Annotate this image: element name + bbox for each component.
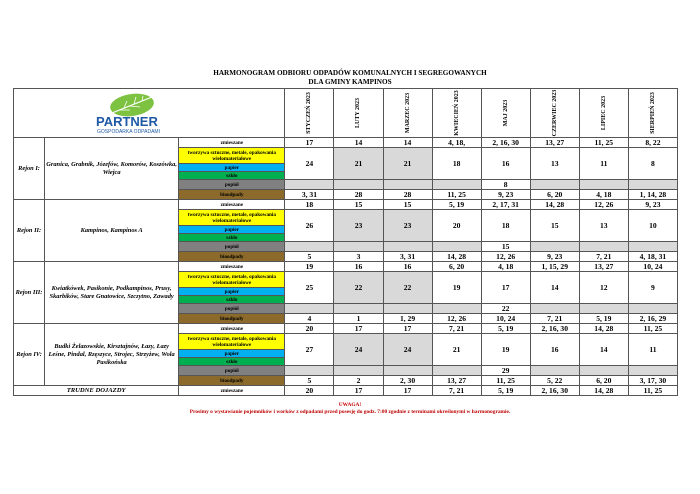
mixed-dates: 4, 18 <box>481 262 530 272</box>
segregated-dates: 22 <box>334 272 383 304</box>
bio-dates: 6, 20 <box>579 376 628 386</box>
fraction-glass: szkło <box>179 358 285 366</box>
trudne-dates: 2, 16, 30 <box>530 386 579 396</box>
mixed-dates: 10, 24 <box>628 262 677 272</box>
segregated-dates: 19 <box>481 334 530 366</box>
month-label: CZERWIEC 2023 <box>551 89 558 137</box>
month-label: KWIECIEŃ 2023 <box>453 90 460 136</box>
bio-dates: 12, 26 <box>432 314 481 324</box>
mixed-dates: 6, 20 <box>432 262 481 272</box>
ash-dates <box>285 304 334 314</box>
ash-dates <box>579 180 628 190</box>
mixed-dates: 11, 25 <box>628 324 677 334</box>
mixed-dates: 1, 15, 29 <box>530 262 579 272</box>
ash-dates <box>579 242 628 252</box>
fraction-mixed: zmieszane <box>179 324 285 334</box>
bio-dates: 11, 25 <box>432 190 481 200</box>
segregated-dates: 24 <box>334 334 383 366</box>
bio-dates: 2, 30 <box>383 376 432 386</box>
segregated-dates: 22 <box>383 272 432 304</box>
ash-dates <box>628 180 677 190</box>
ash-dates <box>530 304 579 314</box>
trudne-dates: 11, 25 <box>628 386 677 396</box>
bio-dates: 7, 21 <box>530 314 579 324</box>
bio-dates: 9, 23 <box>481 190 530 200</box>
ash-dates <box>628 242 677 252</box>
fraction-glass: szkło <box>179 234 285 242</box>
region-localities: Kwiatkówek, Pasikonie, Podkampinos, Prusy, Skarbików, Stare Gnatowice, Szczytno, Zawady <box>45 262 179 324</box>
segregated-dates: 23 <box>383 210 432 242</box>
ash-dates <box>334 304 383 314</box>
fraction-bio: bioodpady <box>179 376 285 386</box>
ash-dates <box>530 242 579 252</box>
fraction-bio: bioodpady <box>179 190 285 200</box>
ash-dates <box>628 304 677 314</box>
trudne-dates: 7, 21 <box>432 386 481 396</box>
region-localities: Budki Żelazowskie, Kirsztajnów, Łazy, Łazy Leśne, Pindal, Rzęszyce, Strojec, Strzyżew, Wola Pasikońska <box>45 324 179 386</box>
ash-dates <box>432 242 481 252</box>
bio-dates: 9, 23 <box>530 252 579 262</box>
bio-dates: 11, 25 <box>481 376 530 386</box>
ash-dates <box>383 366 432 376</box>
trudne-dates: 17 <box>334 386 383 396</box>
mixed-dates: 2, 17, 31 <box>481 200 530 210</box>
fraction-ash: popiół <box>179 366 285 376</box>
segregated-dates: 25 <box>285 272 334 304</box>
month-header <box>285 89 334 138</box>
bio-dates: 3, 31 <box>285 190 334 200</box>
month-label: SIERPIEŃ 2023 <box>649 92 656 134</box>
bio-dates: 2 <box>334 376 383 386</box>
logo-cell <box>14 89 285 138</box>
ash-dates: 29 <box>481 366 530 376</box>
fraction-glass: szkło <box>179 296 285 304</box>
bio-dates: 13, 27 <box>432 376 481 386</box>
mixed-dates: 17 <box>285 138 334 148</box>
month-label: LIPIEC 2023 <box>600 95 607 131</box>
bio-dates: 5, 22 <box>530 376 579 386</box>
bio-dates: 1, 29 <box>383 314 432 324</box>
fraction-plastic: tworzywa sztuczne, metale, opakowania wielomateriałowe <box>179 148 285 164</box>
bio-dates: 28 <box>383 190 432 200</box>
bio-dates: 3, 17, 30 <box>628 376 677 386</box>
bio-dates: 3 <box>334 252 383 262</box>
fraction-ash: popiół <box>179 242 285 252</box>
bio-dates: 12, 26 <box>481 252 530 262</box>
ash-dates: 22 <box>481 304 530 314</box>
bio-dates: 6, 20 <box>530 190 579 200</box>
trudne-dates: 14, 28 <box>579 386 628 396</box>
mixed-dates: 13, 27 <box>530 138 579 148</box>
table-row <box>14 200 678 210</box>
fraction-mixed: zmieszane <box>179 138 285 148</box>
mixed-dates: 15 <box>334 200 383 210</box>
ash-dates <box>285 242 334 252</box>
trudne-label: TRUDNE DOJAZDY <box>14 386 179 396</box>
bio-dates: 2, 16, 29 <box>628 314 677 324</box>
mixed-dates: 16 <box>383 262 432 272</box>
segregated-dates: 16 <box>481 148 530 180</box>
ash-dates: 15 <box>481 242 530 252</box>
ash-dates <box>530 180 579 190</box>
fraction-paper: papier <box>179 350 285 358</box>
ash-dates <box>432 180 481 190</box>
ash-dates <box>383 242 432 252</box>
document-subtitle: DLA GMINY KAMPINOS <box>308 78 392 86</box>
ash-dates <box>432 366 481 376</box>
mixed-dates: 5, 19 <box>432 200 481 210</box>
segregated-dates: 16 <box>530 334 579 366</box>
segregated-dates: 23 <box>334 210 383 242</box>
mixed-dates: 5, 19 <box>481 324 530 334</box>
segregated-dates: 14 <box>530 272 579 304</box>
trudne-dates: 5, 19 <box>481 386 530 396</box>
document-title: HARMONOGRAM ODBIORU ODPADÓW KOMUNALNYCH I SEGREGOWANYCH <box>213 69 487 77</box>
bio-dates: 10, 24 <box>481 314 530 324</box>
mixed-dates: 7, 21 <box>432 324 481 334</box>
month-label: STYCZEŃ 2023 <box>306 92 313 134</box>
segregated-dates: 12 <box>579 272 628 304</box>
fraction-plastic: tworzywa sztuczne, metale, opakowania wielomateriałowe <box>179 272 285 288</box>
mixed-dates: 14 <box>334 138 383 148</box>
segregated-dates: 21 <box>383 148 432 180</box>
bio-dates: 4, 18, 31 <box>628 252 677 262</box>
segregated-dates: 21 <box>432 334 481 366</box>
segregated-dates: 11 <box>628 334 677 366</box>
mixed-dates: 17 <box>383 324 432 334</box>
segregated-dates: 10 <box>628 210 677 242</box>
mixed-dates: 14 <box>383 138 432 148</box>
bio-dates: 4 <box>285 314 334 324</box>
mixed-dates: 9, 23 <box>628 200 677 210</box>
segregated-dates: 17 <box>481 272 530 304</box>
segregated-dates: 8 <box>628 148 677 180</box>
month-header <box>628 89 677 138</box>
mixed-dates: 2, 16, 30 <box>481 138 530 148</box>
fraction-bio: bioodpady <box>179 314 285 324</box>
segregated-dates: 26 <box>285 210 334 242</box>
mixed-dates: 15 <box>383 200 432 210</box>
month-label: MARZEC 2023 <box>404 92 411 134</box>
region-label: Rejon IV: <box>14 324 45 386</box>
header-row <box>14 89 678 138</box>
segregated-dates: 13 <box>530 148 579 180</box>
mixed-dates: 14, 28 <box>579 324 628 334</box>
ash-dates <box>579 366 628 376</box>
mixed-dates: 14, 28 <box>530 200 579 210</box>
ash-dates <box>334 242 383 252</box>
schedule-table <box>13 88 678 396</box>
logo-tagline: GOSPODARKA ODPADAMI <box>97 129 160 135</box>
segregated-dates: 24 <box>383 334 432 366</box>
month-header <box>481 89 530 138</box>
trudne-dates: 20 <box>285 386 334 396</box>
month-header <box>530 89 579 138</box>
ash-dates <box>432 304 481 314</box>
ash-dates <box>334 366 383 376</box>
fraction-mixed: zmieszane <box>179 386 285 396</box>
bio-dates: 28 <box>334 190 383 200</box>
fraction-ash: popiół <box>179 304 285 314</box>
bio-dates: 5, 19 <box>579 314 628 324</box>
mixed-dates: 2, 16, 30 <box>530 324 579 334</box>
logo-name: PARTNER <box>96 114 158 129</box>
bio-dates: 5 <box>285 252 334 262</box>
mixed-dates: 18 <box>285 200 334 210</box>
mixed-dates: 4, 18, <box>432 138 481 148</box>
fraction-bio: bioodpady <box>179 252 285 262</box>
ash-dates <box>285 366 334 376</box>
segregated-dates: 27 <box>285 334 334 366</box>
segregated-dates: 24 <box>285 148 334 180</box>
month-label: LUTY 2023 <box>355 98 362 128</box>
bio-dates: 7, 21 <box>579 252 628 262</box>
segregated-dates: 14 <box>579 334 628 366</box>
fraction-plastic: tworzywa sztuczne, metale, opakowania wielomateriałowe <box>179 334 285 350</box>
warning-title: UWAGA! <box>338 402 362 408</box>
region-label: Rejon II: <box>14 200 45 262</box>
table-row <box>14 138 678 148</box>
month-header <box>334 89 383 138</box>
segregated-dates: 18 <box>432 148 481 180</box>
partner-leaf-logo <box>94 91 264 135</box>
segregated-dates: 20 <box>432 210 481 242</box>
segregated-dates: 19 <box>432 272 481 304</box>
region-label: Rejon I: <box>14 138 45 200</box>
bio-dates: 1 <box>334 314 383 324</box>
fraction-mixed: zmieszane <box>179 200 285 210</box>
table-row <box>14 262 678 272</box>
fraction-plastic: tworzywa sztuczne, metale, opakowania wielomateriałowe <box>179 210 285 226</box>
segregated-dates: 13 <box>579 210 628 242</box>
region-localities: Kampinos, Kampinos A <box>45 200 179 262</box>
mixed-dates: 13, 27 <box>579 262 628 272</box>
bio-dates: 5 <box>285 376 334 386</box>
month-header <box>432 89 481 138</box>
table-row <box>14 324 678 334</box>
segregated-dates: 11 <box>579 148 628 180</box>
warning-text: Prosimy o wystawianie pojemników i worków z odpadami przed posesję do godz. 7:00 zgodnie z terminami określonymi w harmonogramie. <box>189 409 511 415</box>
trudne-row <box>14 386 678 396</box>
bio-dates: 4, 18 <box>579 190 628 200</box>
ash-dates <box>285 180 334 190</box>
bio-dates: 14, 28 <box>432 252 481 262</box>
segregated-dates: 21 <box>334 148 383 180</box>
bio-dates: 1, 14, 28 <box>628 190 677 200</box>
segregated-dates: 15 <box>530 210 579 242</box>
mixed-dates: 8, 22 <box>628 138 677 148</box>
mixed-dates: 17 <box>334 324 383 334</box>
region-localities: Granica, Grabnik, Józefów, Komorów, Koszówka, Wiejca <box>45 138 179 200</box>
ash-dates <box>383 180 432 190</box>
ash-dates <box>530 366 579 376</box>
ash-dates <box>579 304 628 314</box>
mixed-dates: 19 <box>285 262 334 272</box>
fraction-mixed: zmieszane <box>179 262 285 272</box>
fraction-paper: papier <box>179 288 285 296</box>
fraction-glass: szkło <box>179 172 285 180</box>
fraction-paper: papier <box>179 164 285 172</box>
mixed-dates: 20 <box>285 324 334 334</box>
mixed-dates: 16 <box>334 262 383 272</box>
month-header <box>579 89 628 138</box>
trudne-dates: 17 <box>383 386 432 396</box>
ash-dates <box>383 304 432 314</box>
ash-dates <box>628 366 677 376</box>
mixed-dates: 12, 26 <box>579 200 628 210</box>
ash-dates <box>334 180 383 190</box>
bio-dates: 3, 31 <box>383 252 432 262</box>
ash-dates: 8 <box>481 180 530 190</box>
fraction-paper: papier <box>179 226 285 234</box>
segregated-dates: 9 <box>628 272 677 304</box>
month-header <box>383 89 432 138</box>
mixed-dates: 11, 25 <box>579 138 628 148</box>
month-label: MAJ 2023 <box>502 99 509 127</box>
fraction-ash: popiół <box>179 180 285 190</box>
segregated-dates: 18 <box>481 210 530 242</box>
region-label: Rejon III: <box>14 262 45 324</box>
